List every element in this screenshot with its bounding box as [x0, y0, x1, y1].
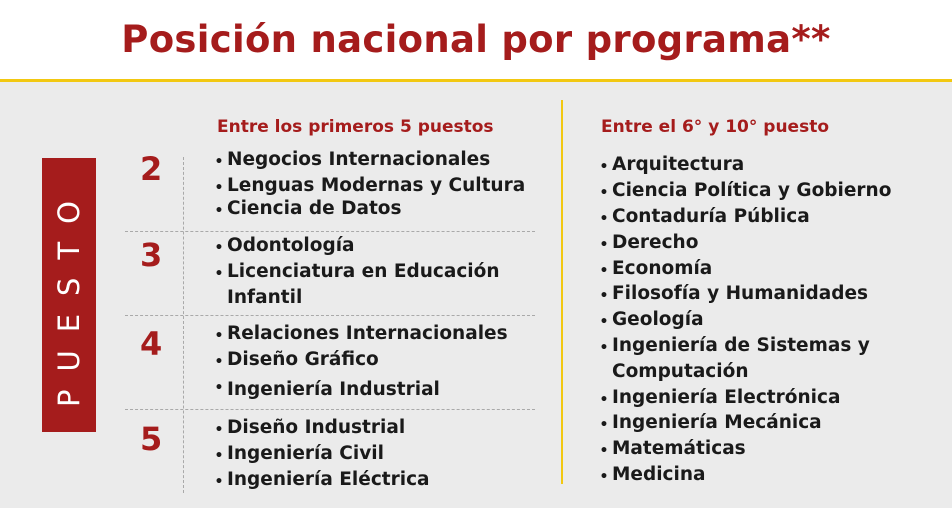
bullet: • — [214, 354, 224, 370]
rank-divider — [125, 409, 535, 410]
program-item: Ciencia Política y Gobierno — [612, 180, 892, 201]
right-column-header: Entre el 6° y 10° puesto — [601, 117, 829, 137]
bullet: • — [214, 154, 224, 170]
rank-divider — [125, 231, 535, 232]
program-item: Ciencia de Datos — [227, 198, 402, 219]
program-item: Economía — [612, 258, 713, 279]
program-item: Matemáticas — [612, 438, 746, 459]
rank-number: 5 — [140, 420, 163, 458]
bullet: • — [214, 422, 224, 438]
bullet: • — [599, 185, 609, 201]
header-bar — [0, 0, 952, 82]
program-item: Arquitectura — [612, 154, 745, 175]
rank-number: 3 — [140, 236, 163, 274]
bullet: • — [599, 263, 609, 279]
program-item: Diseño Industrial — [227, 417, 406, 438]
bullet: • — [599, 469, 609, 485]
program-item: Ingeniería Civil — [227, 443, 384, 464]
rank-column-divider — [183, 157, 184, 493]
bullet: • — [214, 380, 224, 396]
program-item: Medicina — [612, 464, 706, 485]
bullet: • — [599, 392, 609, 408]
bullet: • — [214, 203, 224, 219]
column-separator — [561, 100, 563, 484]
program-item: Relaciones Internacionales — [227, 323, 508, 344]
bullet: • — [599, 288, 609, 304]
rank-divider — [125, 315, 535, 316]
bullet: • — [599, 443, 609, 459]
program-item: Ingeniería Eléctrica — [227, 469, 430, 490]
program-item: Odontología — [227, 235, 355, 256]
rank-number: 4 — [140, 325, 163, 363]
program-item: Filosofía y Humanidades — [612, 283, 869, 304]
page-title: Posición nacional por programa** — [121, 18, 831, 61]
bullet: • — [599, 211, 609, 227]
puesto-label-text: PUESTO — [52, 183, 86, 407]
rank-number: 2 — [140, 150, 163, 188]
program-item: Diseño Gráfico — [227, 349, 379, 370]
program-item: Ingeniería Electrónica — [612, 387, 841, 408]
bullet: • — [599, 159, 609, 175]
bullet: • — [599, 314, 609, 330]
program-item: Ingeniería de Sistemas y — [612, 335, 870, 356]
bullet: • — [599, 417, 609, 433]
bullet: • — [214, 266, 224, 282]
program-item: Ingeniería Industrial — [227, 379, 440, 400]
left-column-header: Entre los primeros 5 puestos — [217, 117, 494, 137]
bullet: • — [214, 328, 224, 344]
program-item-continuation: Computación — [612, 361, 749, 382]
program-item: Licenciatura en Educación — [227, 261, 500, 282]
program-item-continuation: Infantil — [227, 287, 303, 308]
program-item: Geología — [612, 309, 704, 330]
bullet: • — [214, 180, 224, 196]
bullet: • — [214, 240, 224, 256]
bullet: • — [599, 340, 609, 356]
program-item: Lenguas Modernas y Cultura — [227, 175, 526, 196]
program-item: Ingeniería Mecánica — [612, 412, 822, 433]
program-item: Negocios Internacionales — [227, 149, 491, 170]
bullet: • — [599, 237, 609, 253]
program-item: Contaduría Pública — [612, 206, 810, 227]
program-item: Derecho — [612, 232, 699, 253]
bullet: • — [214, 474, 224, 490]
bullet: • — [214, 448, 224, 464]
puesto-side-label — [42, 158, 96, 432]
